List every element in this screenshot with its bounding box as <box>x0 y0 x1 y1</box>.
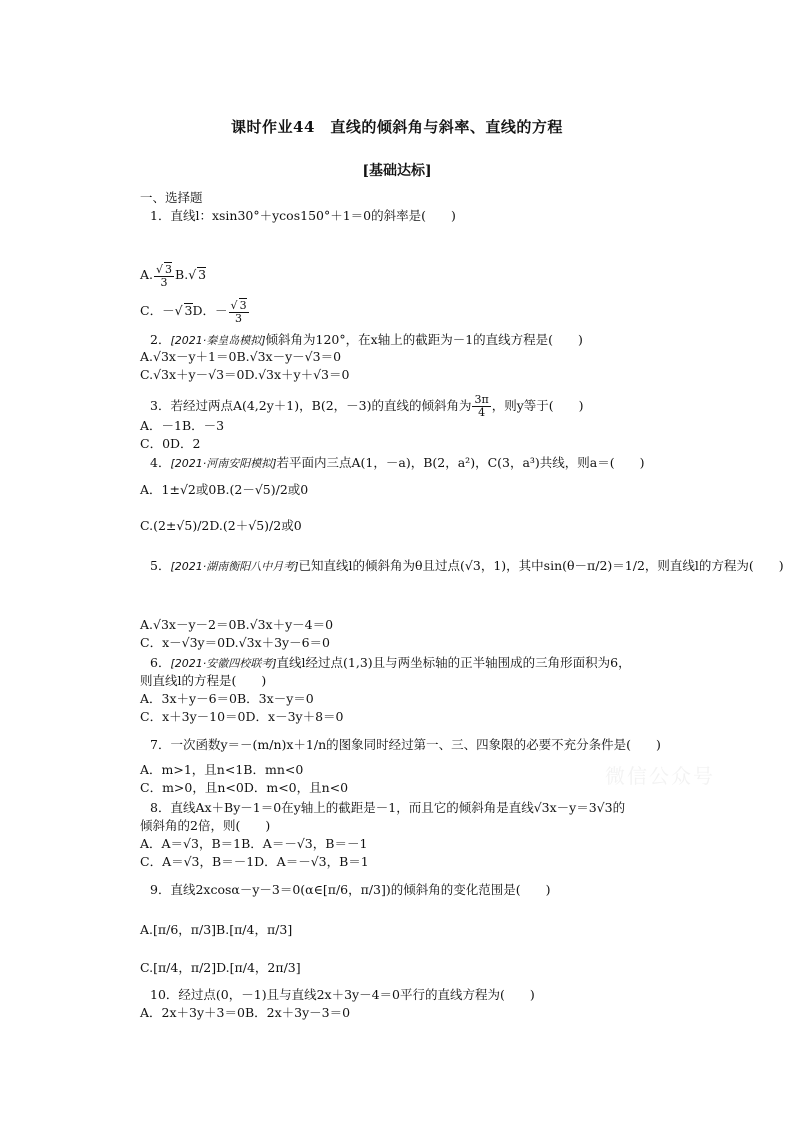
question-4-options-cd: C.(2±√5)/2D.(2＋√5)/2或0 <box>140 518 302 533</box>
question-3-stem: 3．若经过两点A(4,2y＋1)，B(2，－3)的直线的倾斜角为 $\frac{3\pi}{4}$ ，则y等于( ) <box>150 393 584 419</box>
question-9-options-ab: A.[π/6，π/3]B.[π/4，π/3] <box>140 922 293 937</box>
question-4-stem: 4．[2021·河南安阳模拟]若平面内三点A(1，－a)，B(2，a²)，C(3，a³)共线，则a＝( ) <box>150 455 645 470</box>
question-5-stem: 5．[2021·湖南衡阳八中月考]已知直线l的倾斜角为θ且过点(√3，1)，其中sin(θ－π/2)＝1/2，则直线l的方程为( ) <box>150 558 784 573</box>
question-10-stem: 10．经过点(0，－1)且与直线2x＋3y－4＝0平行的直线方程为( ) <box>150 987 535 1002</box>
question-3-options-ab: A．－1B．－3 <box>140 418 225 433</box>
question-5-source: [2021·湖南衡阳八中月考] <box>170 560 299 573</box>
question-8-stem-cont: 倾斜角的2倍，则( ) <box>140 818 271 833</box>
question-8-options-cd: C．A＝√3，B＝－1D．A＝－√3，B＝1 <box>140 854 369 869</box>
watermark: 微信公众号 <box>605 764 715 788</box>
section-heading: [基础达标] <box>362 163 432 179</box>
question-9-options-cd: C.[π/4，π/2]D.[π/4，2π/3] <box>140 960 301 975</box>
question-2-source: [2021·秦皇岛模拟] <box>170 334 266 347</box>
question-3-options-cd: C．0D．2 <box>140 436 201 451</box>
question-1-options-ab <box>140 262 206 289</box>
question-4-options-ab: A．1±√2或0B.(2－√5)/2或0 <box>140 482 309 497</box>
question-2-options-ab: A.√3x－y＋1＝0B.√3x－y－√3＝0 <box>140 349 342 364</box>
option-a-frac: $\frac{√ 3}{3}$ <box>156 263 173 289</box>
option-b-value: √ 3 <box>188 267 207 282</box>
question-8-options-ab: A．A＝√3，B＝1B．A＝－√3，B＝－1 <box>140 836 368 851</box>
question-6-options-ab: A．3x＋y－6＝0B．3x－y＝0 <box>140 691 314 706</box>
option-label: A. <box>140 267 154 282</box>
question-7-options-ab: A．m>1，且n<1B．mn<0 <box>140 762 304 777</box>
question-6-options-cd: C．x＋3y－10＝0D．x－3y＋8＝0 <box>140 709 344 724</box>
option-label: B. <box>175 267 189 282</box>
question-6-stem-cont: 则直线l的方程是( ) <box>140 673 267 688</box>
part-label: 一、选择题 <box>140 190 203 205</box>
question-7-stem: 7．一次函数y＝－(m/n)x＋1/n的图象同时经过第一、三、四象限的必要不充分条件是( ) <box>150 737 661 752</box>
question-4-source: [2021·河南安阳模拟] <box>170 457 277 470</box>
question-2-stem: 2．[2021·秦皇岛模拟]倾斜角为120°，在x轴上的截距为－1的直线方程是( ) <box>150 332 583 347</box>
question-1-stem: 1．直线l：xsin30°＋ycos150°＋1＝0的斜率是( ) <box>150 208 456 223</box>
question-2-options-cd: C.√3x＋y－√3＝0D.√3x＋y＋√3＝0 <box>140 367 350 382</box>
question-6-stem: 6．[2021·安徽四校联考]直线l经过点(1,3)且与两坐标轴的正半轴围成的三角形面积为6， <box>150 655 631 670</box>
question-6-source: [2021·安徽四校联考] <box>170 657 277 670</box>
question-5-options-ab: A.√3x－y－2＝0B.√3x＋y－4＝0 <box>140 617 334 632</box>
question-1-options-cd: C．－√ 3D．－ $\frac{√ 3}{3}$ <box>140 299 247 325</box>
question-8-stem: 8．直线Ax＋By－1＝0在y轴上的截距是－1，而且它的倾斜角是直线√3x－y＝3√3的 <box>150 800 626 815</box>
question-5-options-cd: C．x－√3y＝0D.√3x＋3y－6＝0 <box>140 635 331 650</box>
question-7-options-cd: C．m>0，且n<0D．m<0，且n<0 <box>140 780 349 795</box>
angle-frac: $\frac{3\pi}{4}$ <box>474 393 489 419</box>
page-title: 课时作业44 直线的倾斜角与斜率、直线的方程 <box>231 118 563 136</box>
question-10-options-ab: A．2x＋3y＋3＝0B．2x＋3y－3＝0 <box>140 1005 351 1020</box>
question-9-stem: 9．直线2xcosα－y－3＝0(α∈[π/6，π/3])的倾斜角的变化范围是( ) <box>150 882 551 897</box>
